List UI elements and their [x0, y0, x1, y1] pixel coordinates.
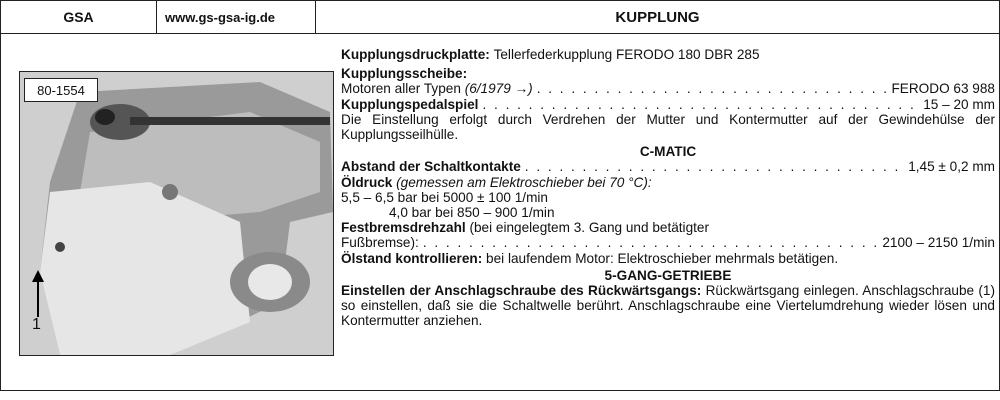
pressure-plate-label: Kupplungsdruckplatte: — [341, 47, 490, 62]
photo-ref-number: 80-1554 — [24, 78, 98, 102]
stall-speed-text2: Fußbremse): — [341, 235, 419, 251]
oil-pressure-line2: 4,0 bar bei 850 – 900 1/min — [389, 205, 555, 221]
disc-engines-note: (6/1979 →) — [464, 81, 533, 97]
switch-gap-row — [341, 159, 995, 174]
pedal-play-label: Kupplungspedalspiel — [341, 96, 479, 112]
disc-heading-row — [341, 66, 995, 81]
dot-leader — [525, 159, 904, 174]
gearbox-illustration — [20, 72, 333, 355]
pedal-play-value: 15 – 20 mm — [923, 96, 995, 112]
section-title: KUPPLUNG — [615, 8, 700, 26]
stop-screw-paragraph — [341, 283, 995, 329]
pressure-plate-value: Tellerfederkupplung FERODO 180 DBR 285 — [493, 47, 760, 62]
oil-level-label: Ölstand kontrollieren: — [341, 250, 483, 266]
oil-level-text: bei laufendem Motor: Elektroschieber mehrmals betätigen. — [486, 250, 839, 266]
disc-row — [341, 81, 995, 96]
oil-pressure-note: (gemessen am Elektroschieber bei 70 °C): — [396, 174, 652, 190]
dot-leader — [537, 81, 888, 96]
stall-speed-value: 2100 – 2150 1/min — [882, 235, 995, 251]
disc-label: Kupplungsscheibe: — [341, 66, 468, 82]
gearbox-title: 5-GANG-GETRIEBE — [604, 267, 732, 283]
disc-engines: Motoren aller Typen — [341, 81, 461, 97]
page-header — [0, 0, 1000, 34]
oil-pressure-row — [341, 175, 995, 190]
stall-speed-label: Festbremsdrehzahl — [341, 220, 466, 236]
disc-value: FERODO 63 988 — [891, 81, 995, 97]
dot-leader — [482, 97, 919, 112]
oil-pressure-line1: 5,5 – 6,5 bar bei 5000 ± 100 1/min — [341, 189, 548, 205]
pedal-play-note: Die Einstellung erfolgt durch Verdrehen der Mutter und Kontermutter auf der Gewindehülse der Kupplungsseilhülle. — [341, 111, 995, 143]
stall-speed-row — [341, 220, 995, 235]
arrow-label: 1 — [32, 316, 41, 333]
oil-pressure-label: Öldruck — [341, 174, 393, 190]
stall-speed-text: (bei eingelegtem 3. Gang und betätigter — [469, 220, 710, 236]
pedal-play-row — [341, 97, 995, 112]
spec-text — [341, 47, 995, 329]
stop-screw-text: Rückwärtsgang einlegen. Anschlagschraube (1) so einstellen, daß sie die Schaltwelle berührt. Anschlagschraube eine Viertelumdrehung wieder lösen und Kontermutter anziehen. — [341, 283, 996, 329]
switch-gap-value: 1,45 ± 0,2 mm — [908, 159, 995, 175]
switch-gap-label: Abstand der Schaltkontakte — [341, 159, 521, 175]
pressure-plate-row — [341, 47, 995, 62]
website-label: www.gs-gsa-ig.de — [157, 1, 316, 33]
gearbox-photo — [19, 71, 334, 356]
stop-screw-label: Einstellen der Anschlagschraube des Rückwärtsgangs: — [341, 283, 702, 299]
stall-speed-row2 — [341, 235, 995, 250]
cmatic-title: C-MATIC — [639, 144, 697, 160]
dot-leader — [423, 235, 879, 250]
oil-level-row — [341, 251, 995, 266]
model-label: GSA — [1, 1, 157, 33]
